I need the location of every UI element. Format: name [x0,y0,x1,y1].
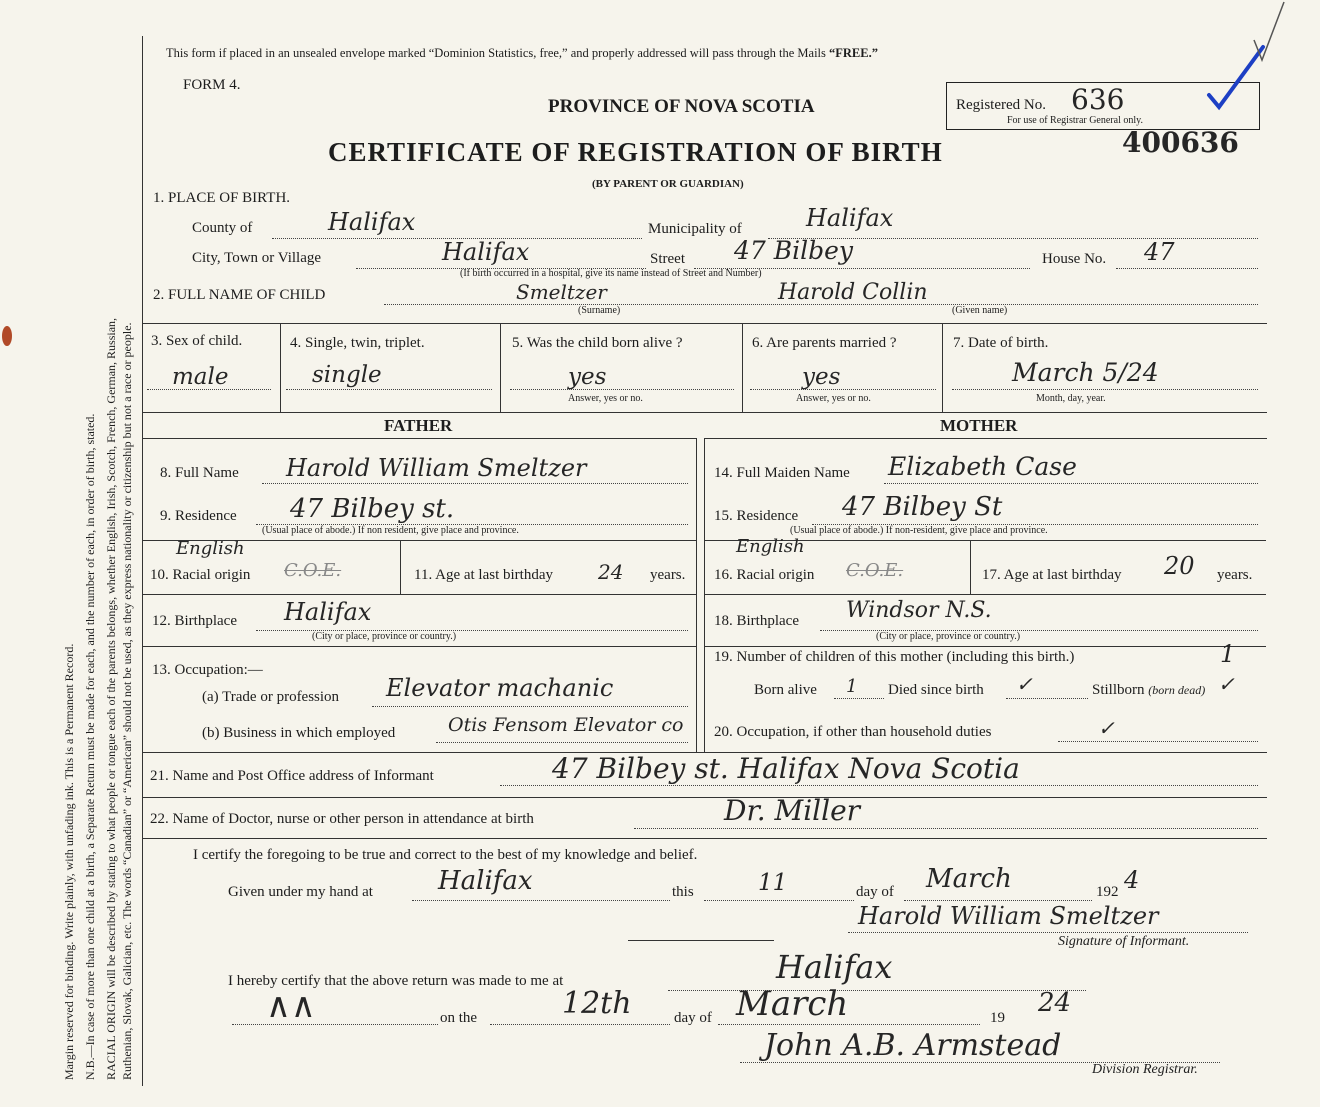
stamp-number: 400636 [1122,126,1239,159]
born-alive-count-value: 1 [846,676,858,697]
city-label: City, Town or Village [192,250,322,266]
father-heading: FATHER [384,416,453,435]
registrar-signature: John A.B. Armstead [764,1028,1062,1063]
died-since-label: Died since birth [888,682,984,698]
business-value: Otis Fensom Elevator co [448,714,684,736]
father-racial-value: English [176,538,245,559]
city-value: Halifax [442,238,530,266]
born-alive-label: 5. Was the child born alive ? [512,335,683,351]
mother-racial-struck: C.O.E. [846,560,904,581]
sex-value: male [172,364,229,390]
mail-note: This form if placed in an unsealed envelope marked “Dominion Statistics, free,” and properly addressed will pass through the Mails “FREE.” [166,46,878,60]
children-count-label: 19. Number of children of this mother (including this birth.) [714,649,1075,665]
born-alive-value: yes [568,364,607,390]
born-alive-caption: Answer, yes or no. [568,393,643,404]
child-name-label: 2. FULL NAME OF CHILD [153,287,326,303]
given-year-prefix: 192 [1096,884,1119,900]
mother-name-value: Elizabeth Case [888,452,1077,481]
mother-occupation-value: ✓ [1098,716,1115,740]
child-given-name: Harold Collin [778,280,928,305]
mother-residence-label: 15. Residence [714,508,799,524]
surname-caption: (Surname) [578,305,621,316]
house-value: 47 [1144,238,1175,266]
dob-value: March 5/24 [1012,358,1159,387]
page-subtitle: (BY PARENT OR GUARDIAN) [592,178,744,190]
registrar-note: For use of Registrar General only. [1007,115,1143,126]
given-month: March [926,864,1012,894]
registrar-text: I hereby certify that the above return was made to me at [228,973,564,989]
registered-number: 636 [1071,83,1125,116]
on-the-label: on the [440,1010,478,1026]
hospital-note: (If birth occurred in a hospital, give its name instead of Street and Number) [460,268,762,279]
child-surname: Smeltzer [516,280,607,304]
informant-signature-caption: Signature of Informant. [1058,934,1190,949]
informant-signature: Harold William Smeltzer [858,902,1159,930]
dob-label: 7. Date of birth. [953,335,1049,351]
county-label: County of [192,220,253,236]
given-caption: (Given name) [952,305,1008,316]
day-of-label: day of [856,884,894,900]
mother-age-label: 17. Age at last birthday [982,567,1122,583]
mother-age-value: 20 [1164,552,1195,580]
mother-name-label: 14. Full Maiden Name [714,465,850,481]
stillborn-value: ✓ [1218,672,1235,696]
father-birthplace-caption: (City or place, province or country.) [312,631,457,642]
father-age-label: 11. Age at last birthday [414,567,553,583]
racial-origin-note-cont: Ruthenian, Slovak, Galician, etc. The words “Canadian” or “American” should not be used, as they express nationality or citizenship but not a race or people. [120,322,134,1080]
certify-text: I certify the foregoing to be true and correct to the best of my knowledge and belief. [193,847,698,863]
parents-married-label: 6. Are parents married ? [752,335,897,351]
given-year-suffix: 4 [1124,866,1140,894]
plurality-value: single [312,362,382,388]
doctor-label: 22. Name of Doctor, nurse or other person in attendance at birth [150,811,534,827]
registration-box [946,82,1260,130]
mother-years-label: years. [1217,567,1253,583]
dob-caption: Month, day, year. [1036,393,1106,404]
pencil-tick-icon [1250,0,1290,70]
mother-occupation-label: 20. Occupation, if other than household duties [714,724,992,740]
informant-value: 47 Bilbey st. Halifax Nova Scotia [552,752,1020,785]
father-birthplace-value: Halifax [284,598,372,626]
mother-racial-label: 16. Racial origin [714,567,815,583]
father-residence-label: 9. Residence [160,508,237,524]
mother-racial-value: English [736,536,805,557]
mother-panel [704,438,1267,753]
registrar-mark: ∧∧ [266,986,316,1026]
reg-day-of-label: day of [674,1010,712,1026]
mother-birthplace-label: 18. Birthplace [714,613,799,629]
trade-value: Elevator machanic [386,674,614,702]
father-name-label: 8. Full Name [160,465,239,481]
father-years-label: years. [650,567,686,583]
house-label: House No. [1042,251,1107,267]
mother-birthplace-caption: (City or place, province or country.) [876,631,1021,642]
father-racial-label: 10. Racial origin [150,567,251,583]
father-age-value: 24 [598,560,624,584]
margin-note: Margin reserved for binding. Write plainly, with unfading ink. This is a Permanent Record. [62,643,76,1080]
father-residence-value: 47 Bilbey st. [290,494,455,524]
sex-label: 3. Sex of child. [151,333,243,349]
occupation-label: 13. Occupation:— [152,662,263,678]
informant-label: 21. Name and Post Office address of Informant [150,768,434,784]
reg-year-suffix: 24 [1038,988,1072,1018]
reg-year-prefix: 19 [990,1010,1005,1026]
father-racial-struck: C.O.E. [284,560,342,581]
stillborn-label: Stillborn (born dead) [1092,682,1206,698]
form-number: FORM 4. [183,77,241,93]
ink-blot [2,326,12,346]
registration-month: March [736,984,849,1024]
county-value: Halifax [328,208,416,236]
father-birthplace-label: 12. Birthplace [152,613,237,629]
street-value: 47 Bilbey [734,236,854,265]
trade-label: (a) Trade or profession [202,689,340,705]
plurality-label: 4. Single, twin, triplet. [290,335,425,351]
racial-origin-note: RACIAL ORIGIN will be described by stating to what people or tongue each of the parents belongs, whether English, Irish, Scotch, French, German, Russian, [104,317,118,1080]
business-label: (b) Business in which employed [202,725,396,741]
mother-heading: MOTHER [940,416,1018,435]
born-alive-count-label: Born alive [754,682,817,698]
given-day: 11 [758,870,788,896]
municipality-label: Municipality of [648,221,742,237]
registrar-caption: Division Registrar. [1092,1062,1198,1077]
given-under-label: Given under my hand at [228,884,373,900]
place-of-birth-heading: 1. PLACE OF BIRTH. [153,190,291,206]
children-count-value: 1 [1220,640,1236,668]
parents-married-caption: Answer, yes or no. [796,393,871,404]
parents-married-value: yes [802,364,841,390]
registrar-place: Halifax [776,948,893,986]
registration-day: 12th [562,986,632,1021]
street-label: Street [650,251,685,267]
doctor-value: Dr. Miller [724,794,861,827]
mother-birthplace-value: Windsor N.S. [846,598,992,623]
registered-label: Registered No. [956,97,1046,113]
mother-residence-caption: (Usual place of abode.) If non-resident, give place and province. [790,525,1048,536]
died-since-value: ✓ [1016,672,1033,696]
mother-residence-value: 47 Bilbey St [842,492,1003,522]
page-title: CERTIFICATE OF REGISTRATION OF BIRTH [328,137,943,167]
province-heading: PROVINCE OF NOVA SCOTIA [548,96,815,117]
given-place: Halifax [438,866,533,896]
father-residence-caption: (Usual place of abode.) If non resident, give place and province. [262,525,519,536]
father-name-value: Harold William Smeltzer [286,454,587,482]
this-label: this [672,884,694,900]
municipality-value: Halifax [806,204,894,232]
multiple-birth-note: N.B.—In case of more than one child at a birth, a Separate Return must be made for each, and the number of each, in order of birth, stated. [83,413,97,1080]
